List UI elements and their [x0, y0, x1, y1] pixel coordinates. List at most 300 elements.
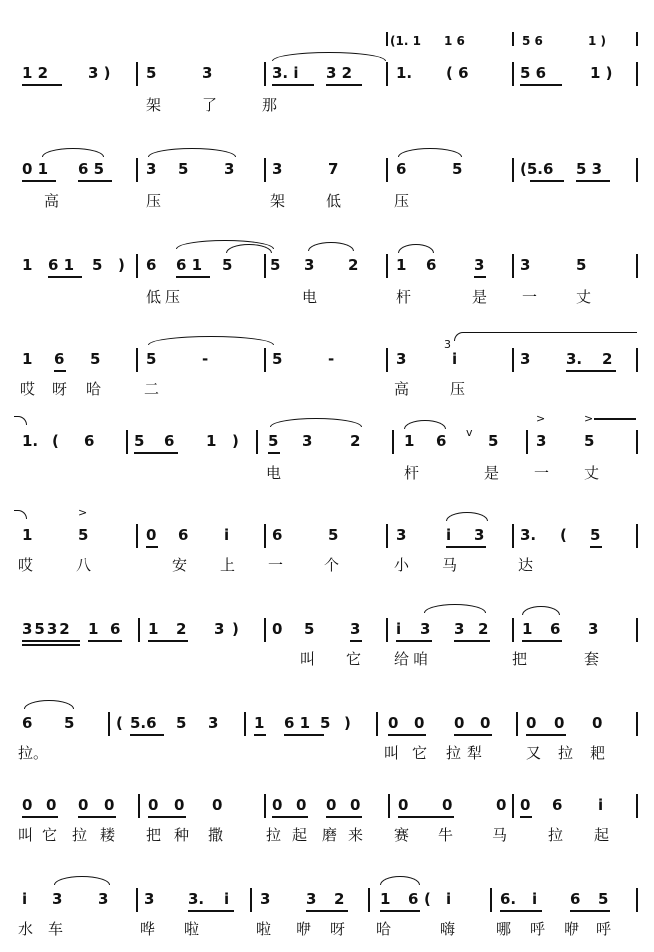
slur — [148, 336, 274, 345]
note: 6 — [552, 796, 563, 814]
note: 1 — [522, 620, 533, 638]
note: 1 — [88, 620, 99, 638]
underline — [22, 84, 62, 86]
note: 5 — [320, 714, 331, 732]
underline — [148, 816, 186, 818]
lyric: 牛 — [438, 826, 454, 844]
lyric: 套 — [584, 650, 600, 668]
note: 3 — [306, 890, 317, 908]
lyric: 哈 — [86, 380, 102, 398]
barline — [244, 712, 246, 736]
note: 0 — [350, 796, 361, 814]
barline — [264, 618, 266, 642]
note: ( — [52, 432, 59, 450]
note: 1 — [404, 432, 415, 450]
underline — [454, 734, 492, 736]
barline — [512, 524, 514, 548]
note: 5 — [178, 160, 189, 178]
lyric: 马 — [492, 826, 508, 844]
note: 5 3 — [576, 160, 603, 178]
note: ( — [424, 890, 431, 908]
note: 1 ) — [590, 64, 613, 82]
lyric: 赛 — [394, 826, 410, 844]
lyric: 高 — [394, 380, 410, 398]
lyric: 一 — [522, 288, 538, 306]
note: 3 — [144, 890, 155, 908]
underline — [176, 276, 210, 278]
accent-mark: > — [78, 506, 88, 519]
note: 0 — [526, 714, 537, 732]
lyric: 呼 — [596, 920, 612, 938]
note: 2 — [334, 890, 345, 908]
intro-note: 1 6 — [444, 34, 465, 48]
note: ) — [118, 256, 125, 274]
underline — [22, 644, 80, 646]
note: 0 — [520, 796, 531, 814]
note: 6 — [84, 432, 95, 450]
note: 6 — [54, 350, 65, 368]
note: 3 — [536, 432, 547, 450]
barline — [636, 794, 638, 818]
lyric: 丈 — [584, 464, 600, 482]
barline — [490, 888, 492, 912]
note: 0 — [296, 796, 307, 814]
barline — [512, 62, 514, 86]
barline — [386, 254, 388, 278]
underline — [566, 370, 616, 372]
note: 5 — [222, 256, 233, 274]
barline — [138, 794, 140, 818]
lyric: 是 — [484, 464, 500, 482]
lyric: 一 — [268, 556, 284, 574]
note: 0 — [326, 796, 337, 814]
barline — [516, 712, 518, 736]
note: 3 — [214, 620, 225, 638]
note: i — [446, 526, 452, 544]
underline — [522, 640, 562, 642]
note: (5.6 — [520, 160, 554, 178]
slur — [308, 242, 354, 251]
barline — [376, 712, 378, 736]
note: 5.6 — [130, 714, 157, 732]
note: 6. — [500, 890, 517, 908]
note: ) — [232, 432, 239, 450]
note: i — [452, 350, 458, 368]
barline — [636, 618, 638, 642]
barline — [386, 62, 388, 86]
lyric: 二 — [144, 380, 160, 398]
note: 5 — [134, 432, 145, 450]
underline — [520, 816, 532, 818]
note: 1 — [22, 256, 33, 274]
note: 6 — [146, 256, 157, 274]
underline — [576, 180, 610, 182]
note: 1 — [380, 890, 391, 908]
note: 3 — [420, 620, 431, 638]
lyric: 拉 — [558, 744, 574, 762]
barline — [636, 430, 638, 454]
lyric: 来 — [348, 826, 364, 844]
underline — [254, 734, 266, 736]
lyric: 架 — [270, 192, 286, 210]
note: 6 — [426, 256, 437, 274]
lyric: 是 — [472, 288, 488, 306]
lyric: 嗨 — [440, 920, 456, 938]
note: i — [22, 890, 28, 908]
note: ( — [116, 714, 123, 732]
underline — [22, 640, 80, 642]
note: i — [396, 620, 402, 638]
note: 0 — [46, 796, 57, 814]
barline — [264, 158, 266, 182]
intro-note: 5 6 — [522, 34, 543, 48]
note: 3 — [474, 256, 485, 274]
barline — [264, 524, 266, 548]
note: 1 — [254, 714, 265, 732]
lyric: 起 — [594, 826, 610, 844]
slur — [24, 700, 74, 709]
note: 0 — [442, 796, 453, 814]
note: 3 2 — [326, 64, 353, 82]
note: 6 — [272, 526, 283, 544]
slur — [594, 418, 636, 420]
barline — [368, 888, 370, 912]
note: 2 — [348, 256, 359, 274]
lyric: 它 — [346, 650, 362, 668]
barline — [386, 32, 388, 46]
note: ) — [232, 620, 239, 638]
note: 3. — [566, 350, 583, 368]
note: i — [224, 526, 230, 544]
note: 1 — [206, 432, 217, 450]
underline — [326, 816, 362, 818]
underline — [530, 180, 564, 182]
note: 0 — [496, 796, 507, 814]
barline — [386, 158, 388, 182]
lyric: 车 — [48, 920, 64, 938]
note: 1. — [396, 64, 413, 82]
note: 5 — [78, 526, 89, 544]
lyric: 低压 — [146, 288, 185, 306]
slur — [380, 876, 420, 885]
lyric: 水 — [18, 920, 34, 938]
note: 2 — [350, 432, 361, 450]
lyric: 那 — [262, 96, 278, 114]
note: 3 — [272, 160, 283, 178]
note: 0 — [414, 714, 425, 732]
note: 3. — [520, 526, 537, 544]
barline — [126, 430, 128, 454]
note: 5 — [270, 256, 281, 274]
lyric: 压 — [394, 192, 410, 210]
barline — [138, 618, 140, 642]
note: 3 — [208, 714, 219, 732]
slur — [14, 416, 27, 425]
barline — [136, 158, 138, 182]
lyric: 又 — [526, 744, 542, 762]
underline — [78, 816, 116, 818]
underline — [590, 546, 602, 548]
underline — [272, 816, 308, 818]
note: 0 — [148, 796, 159, 814]
lyric: 拉。 — [18, 744, 49, 762]
lyric: 咿 — [564, 920, 580, 938]
underline — [272, 84, 314, 86]
note: 6 — [110, 620, 121, 638]
lyric: 哪 — [496, 920, 512, 938]
note: 3 — [396, 526, 407, 544]
slur — [54, 876, 110, 885]
note: 0 — [592, 714, 603, 732]
lyric: 拉 — [548, 826, 564, 844]
note: 0 — [272, 620, 283, 638]
note: 3532 — [22, 620, 72, 638]
lyric: 耧 — [100, 826, 116, 844]
underline — [284, 734, 324, 736]
underline — [326, 84, 362, 86]
barline — [636, 712, 638, 736]
note: 5 — [452, 160, 463, 178]
note: 3 — [224, 160, 235, 178]
note: ) — [344, 714, 351, 732]
note: 3 — [202, 64, 213, 82]
slur — [42, 148, 104, 157]
note: 3 — [302, 432, 313, 450]
lyric: 哈 — [376, 920, 392, 938]
lyric: 马 — [442, 556, 458, 574]
lyric: 压 — [146, 192, 162, 210]
lyric: 起 — [292, 826, 308, 844]
lyric: 高 — [44, 192, 60, 210]
intro-note: (1. 1 — [390, 34, 421, 48]
lyric: 电 — [302, 288, 318, 306]
slur — [270, 418, 362, 427]
lyric: 呼 — [530, 920, 546, 938]
note: 0 — [104, 796, 115, 814]
underline — [446, 546, 486, 548]
note: 0 — [212, 796, 223, 814]
slur — [148, 148, 236, 157]
underline — [88, 640, 122, 642]
note: 6 1 — [176, 256, 203, 274]
note: 6 — [570, 890, 581, 908]
barline — [512, 254, 514, 278]
note: 6 — [164, 432, 175, 450]
underline — [268, 452, 280, 454]
lyric: 撒 — [208, 826, 224, 844]
note: 5 — [64, 714, 75, 732]
underline — [398, 816, 454, 818]
slur — [272, 52, 386, 61]
underline — [54, 370, 66, 372]
underline — [526, 734, 566, 736]
note: 5 — [268, 432, 279, 450]
underline — [380, 910, 420, 912]
barline — [264, 348, 266, 372]
accent-mark: > — [584, 412, 594, 425]
lyric: 它 — [42, 826, 58, 844]
note: 3. — [188, 890, 205, 908]
barline — [512, 32, 514, 46]
note: 3 — [454, 620, 465, 638]
note: 5 — [176, 714, 187, 732]
note: 2 — [478, 620, 489, 638]
note: 0 — [388, 714, 399, 732]
note: 3 — [520, 256, 531, 274]
note: 3 — [98, 890, 109, 908]
note: 0 — [480, 714, 491, 732]
note: 6 5 — [78, 160, 105, 178]
note: 1 — [396, 256, 407, 274]
lyric: 耙 — [590, 744, 606, 762]
note: 0 — [174, 796, 185, 814]
barline — [136, 348, 138, 372]
note: - — [328, 350, 335, 368]
note: 6 1 — [48, 256, 75, 274]
underline — [396, 640, 432, 642]
underline — [148, 640, 188, 642]
note: 3 — [260, 890, 271, 908]
lyric: 了 — [202, 96, 218, 114]
underline — [520, 84, 562, 86]
accent-mark: > — [536, 412, 546, 425]
lyric: 哎 — [18, 556, 34, 574]
note: 1 — [148, 620, 159, 638]
note: 5 — [92, 256, 103, 274]
underline — [48, 276, 82, 278]
lyric: 拉 — [72, 826, 88, 844]
note: i — [446, 890, 452, 908]
barline — [136, 524, 138, 548]
barline — [264, 794, 266, 818]
underline — [454, 640, 490, 642]
note: 5 — [328, 526, 339, 544]
underline — [388, 734, 426, 736]
barline — [136, 888, 138, 912]
note: 6 — [550, 620, 561, 638]
note: 5 — [90, 350, 101, 368]
lyric: 种 — [174, 826, 190, 844]
underline — [306, 910, 348, 912]
note: 5 — [576, 256, 587, 274]
lyric: 小 — [394, 556, 410, 574]
note: 0 — [454, 714, 465, 732]
lyric: 把 — [512, 650, 528, 668]
lyric: 拉犁 — [446, 744, 489, 762]
barline — [386, 618, 388, 642]
barline — [512, 348, 514, 372]
note: 3 — [350, 620, 361, 638]
barline — [636, 888, 638, 912]
note: 7 — [328, 160, 339, 178]
lyric: 哗 — [140, 920, 156, 938]
note: - — [202, 350, 209, 368]
barline — [636, 348, 638, 372]
note: 5 — [272, 350, 283, 368]
note: 2 — [176, 620, 187, 638]
barline — [250, 888, 252, 912]
underline — [500, 910, 542, 912]
note: 6 — [178, 526, 189, 544]
barline — [512, 618, 514, 642]
note: 1 2 — [22, 64, 49, 82]
note: 3 — [520, 350, 531, 368]
note: 3. i — [272, 64, 299, 82]
lyric: 呀 — [52, 380, 68, 398]
barline — [512, 794, 514, 818]
barline — [386, 348, 388, 372]
slur — [404, 420, 446, 429]
note: 0 — [146, 526, 157, 544]
note: 0 1 — [22, 160, 49, 178]
slur — [398, 244, 434, 253]
note: 5 — [598, 890, 609, 908]
lyric: 达 — [518, 556, 534, 574]
note: 5 — [488, 432, 499, 450]
barline — [264, 62, 266, 86]
slur — [446, 512, 488, 521]
note: 6 — [436, 432, 447, 450]
lyric: 把 — [146, 826, 162, 844]
slur — [14, 510, 27, 519]
slur — [522, 606, 560, 615]
note: 3 — [146, 160, 157, 178]
note: ( 6 — [446, 64, 469, 82]
lyric: 咿 — [296, 920, 312, 938]
slur — [398, 148, 462, 157]
note: 3 — [52, 890, 63, 908]
lyric: 丈 — [576, 288, 592, 306]
underline — [22, 816, 58, 818]
note: 0 — [22, 796, 33, 814]
lyric: 杆 — [404, 464, 420, 482]
underline — [350, 640, 362, 642]
lyric: 哎 — [20, 380, 36, 398]
barline — [392, 430, 394, 454]
note: 0 — [78, 796, 89, 814]
breath-mark: v — [466, 426, 473, 439]
note: 0 — [398, 796, 409, 814]
lyric: 拉 — [266, 826, 282, 844]
underline — [474, 276, 486, 278]
underline — [188, 910, 234, 912]
note: 5 — [590, 526, 601, 544]
lyric: 低 — [326, 192, 342, 210]
note: 3 — [304, 256, 315, 274]
note: 3 — [474, 526, 485, 544]
lyric: 叫 — [300, 650, 316, 668]
note: i — [598, 796, 604, 814]
note: 3 ) — [88, 64, 111, 82]
note: 3 — [588, 620, 599, 638]
lyric: 啦 — [184, 920, 200, 938]
slur — [454, 332, 637, 341]
lyric: 叫 — [384, 744, 400, 762]
lyric: 叫 — [18, 826, 34, 844]
underline — [146, 546, 158, 548]
lyric: 啦 — [256, 920, 272, 938]
note: 6 1 — [284, 714, 311, 732]
lyric: 一 — [534, 464, 550, 482]
barline — [264, 254, 266, 278]
slur — [424, 604, 486, 613]
note: 6 — [408, 890, 419, 908]
note: 5 — [584, 432, 595, 450]
note: 5 — [146, 350, 157, 368]
note: 0 — [554, 714, 565, 732]
barline — [512, 158, 514, 182]
note: 1 — [22, 350, 33, 368]
